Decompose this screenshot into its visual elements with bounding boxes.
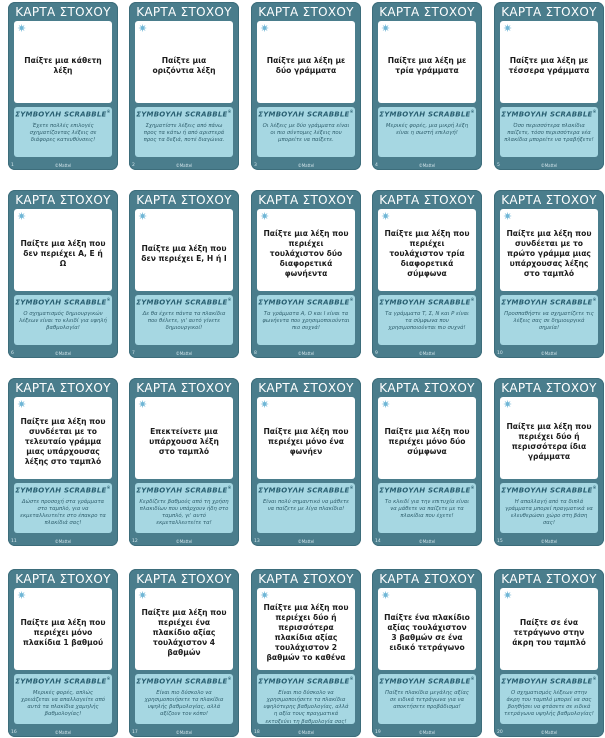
- card-brand: ©Mattel: [418, 351, 436, 356]
- tip-text: Τα γράμματα Τ, Σ, Ν και Ρ είναι τα σύμφωνα που χρησιμοποιούνται πιο συχνά!: [385, 311, 469, 332]
- scrabble-tip-box: [135, 483, 233, 533]
- objective-panel: [257, 588, 355, 670]
- registered-mark: ®: [349, 485, 354, 490]
- objective-text: Παίξτε μια λέξη που περιέχει τουλάχιστον τρία διαφορετικά σύμφωνα: [384, 229, 470, 278]
- card-title: ΚΑΡΤΑ ΣΤΟΧΟΥ: [379, 572, 475, 586]
- snowflake-star-icon: ✷: [260, 589, 270, 602]
- tip-title-text: ΣΥΜΒΟΥΛΗ SCRABBLE: [258, 110, 350, 119]
- card-brand: ©Mattel: [54, 730, 72, 735]
- card-brand: ©Mattel: [540, 351, 558, 356]
- registered-mark: ®: [106, 109, 111, 114]
- card-title: ΚΑΡΤΑ ΣΤΟΧΟΥ: [15, 5, 111, 19]
- card-brand: ©Mattel: [175, 351, 193, 356]
- scrabble-tip-box: [257, 674, 355, 724]
- scrabble-tip-box: [135, 107, 233, 157]
- objective-card-20: [494, 569, 604, 737]
- scrabble-tip-box: [135, 674, 233, 724]
- objective-card-2: [129, 2, 239, 170]
- tip-title-text: ΣΥΜΒΟΥΛΗ SCRABBLE: [15, 298, 107, 307]
- tip-text: Δώστε προσοχή στα γράμματα στο ταμπλό, για να εκμεταλλευτείτε στο έπακρο τα πλακίδιά σας!: [20, 499, 106, 527]
- snowflake-star-icon: ✷: [381, 22, 391, 35]
- scrabble-tip-box: [500, 483, 598, 533]
- registered-mark: ®: [106, 485, 111, 490]
- registered-mark: ®: [106, 297, 111, 302]
- registered-mark: ®: [227, 485, 232, 490]
- card-brand: ©Mattel: [54, 163, 72, 168]
- card-number: 19: [375, 730, 381, 735]
- tip-title: [257, 485, 355, 494]
- snowflake-star-icon: ✷: [17, 22, 27, 35]
- card-brand: ©Mattel: [297, 730, 315, 735]
- tip-text: Είναι πιο δύσκολο να χρησιμοποιήσετε τα πλακίδια υψηλότερης βαθμολογίας, αλλά η αξία τους πραγματικά εκτοξεύει τη βαθμολογία σας!: [263, 690, 349, 725]
- objective-panel: [378, 397, 476, 479]
- registered-mark: ®: [592, 485, 597, 490]
- tip-title-text: ΣΥΜΒΟΥΛΗ SCRABBLE: [136, 677, 228, 686]
- tip-title-text: ΣΥΜΒΟΥΛΗ SCRABBLE: [258, 298, 350, 307]
- tip-title-text: ΣΥΜΒΟΥΛΗ SCRABBLE: [379, 110, 471, 119]
- snowflake-star-icon: ✷: [138, 589, 148, 602]
- card-brand: ©Mattel: [175, 730, 193, 735]
- objective-text: Παίξτε μια λέξη που συνδέεται με το τελευταίο γράμμα μιας υπάρχουσας λέξης στο ταμπλό: [20, 417, 106, 466]
- card-title: ΚΑΡΤΑ ΣΤΟΧΟΥ: [258, 193, 354, 207]
- card-number: 20: [497, 730, 503, 735]
- objective-text: Επεκτείνετε μια υπάρχουσα λέξη στο ταμπλό: [149, 427, 219, 456]
- objective-card-17: [129, 569, 239, 737]
- tip-title: [14, 485, 112, 494]
- scrabble-tip-box: [500, 674, 598, 724]
- tip-text: Έχετε πολλές επιλογές σχηματίζοντας λέξεις σε διάφορες κατευθύνσεις!: [29, 123, 97, 144]
- tip-text: Προσπαθήστε να σχηματίζετε τις λέξεις σας σε δημιουργικά σημεία!: [504, 311, 594, 332]
- tip-title: [378, 485, 476, 494]
- card-number: 18: [254, 730, 260, 735]
- tip-title: [135, 485, 233, 494]
- objective-panel: [378, 588, 476, 670]
- registered-mark: ®: [349, 109, 354, 114]
- objective-card-13: [251, 378, 361, 546]
- registered-mark: ®: [349, 297, 354, 302]
- card-title: ΚΑΡΤΑ ΣΤΟΧΟΥ: [258, 381, 354, 395]
- snowflake-star-icon: ✷: [381, 398, 391, 411]
- card-number: 17: [132, 730, 138, 735]
- card-number: 7: [132, 351, 135, 356]
- objective-text: Παίξτε μια λέξη που περιέχει μόνο ένα φωνήεν: [263, 427, 349, 456]
- objective-text: Παίξτε μια λέξη που δεν περιέχει Ε, Η ή Ι: [141, 244, 227, 263]
- card-title: ΚΑΡΤΑ ΣΤΟΧΟΥ: [136, 193, 232, 207]
- tip-title-text: ΣΥΜΒΟΥΛΗ SCRABBLE: [258, 486, 350, 495]
- tip-title: [14, 297, 112, 306]
- objective-text: Παίξτε σε ένα τετράγωνο στην άκρη του ταμπλό: [512, 618, 586, 647]
- card-brand: ©Mattel: [418, 163, 436, 168]
- registered-mark: ®: [227, 109, 232, 114]
- tip-title: [500, 297, 598, 306]
- objective-text: Παίξτε μια οριζόντια λέξη: [152, 56, 216, 75]
- objective-text: Παίξτε μια λέξη με τρία γράμματα: [387, 56, 467, 75]
- registered-mark: ®: [470, 485, 475, 490]
- tip-title: [14, 676, 112, 685]
- snowflake-star-icon: ✷: [503, 210, 513, 223]
- objective-text: Παίξτε μια κάθετη λέξη: [24, 56, 102, 75]
- objective-panel: [14, 588, 112, 670]
- snowflake-star-icon: ✷: [138, 210, 148, 223]
- card-number: 4: [375, 163, 378, 168]
- snowflake-star-icon: ✷: [381, 210, 391, 223]
- card-brand: ©Mattel: [418, 730, 436, 735]
- card-title: ΚΑΡΤΑ ΣΤΟΧΟΥ: [15, 572, 111, 586]
- card-title: ΚΑΡΤΑ ΣΤΟΧΟΥ: [501, 193, 597, 207]
- tip-text: Οι λέξεις με δύο γράμματα είναι οι πιο σύντομες λέξεις που μπορείτε να παίξετε.: [262, 123, 350, 144]
- tip-title: [500, 676, 598, 685]
- objective-panel: [257, 209, 355, 291]
- objective-text: Παίξτε μια λέξη που περιέχει ένα πλακίδιο αξίας τουλάχιστον 4 βαθμών: [141, 608, 227, 657]
- card-brand: ©Mattel: [54, 351, 72, 356]
- tip-title: [257, 297, 355, 306]
- objective-text: Παίξτε μια λέξη που συνδέεται με το πρώτο γράμμα μιας υπάρχουσας λέξης στο ταμπλό: [506, 229, 592, 278]
- tip-text: Τα γράμματα Α, Ο και Ι είναι τα φωνήεντα που χρησιμοποιούνται πιο συχνά!: [262, 311, 350, 332]
- scrabble-tip-box: [14, 483, 112, 533]
- scrabble-tip-box: [378, 674, 476, 724]
- objective-panel: [500, 588, 598, 670]
- tip-title-text: ΣΥΜΒΟΥΛΗ SCRABBLE: [258, 677, 350, 686]
- registered-mark: ®: [106, 676, 111, 681]
- tip-title: [257, 109, 355, 118]
- card-title: ΚΑΡΤΑ ΣΤΟΧΟΥ: [501, 381, 597, 395]
- snowflake-star-icon: ✷: [503, 398, 513, 411]
- card-brand: ©Mattel: [540, 163, 558, 168]
- objective-panel: [135, 21, 233, 103]
- card-number: 13: [254, 539, 260, 544]
- tip-title: [378, 109, 476, 118]
- tip-title-text: ΣΥΜΒΟΥΛΗ SCRABBLE: [379, 677, 471, 686]
- objective-card-10: [494, 190, 604, 358]
- scrabble-tip-box: [257, 483, 355, 533]
- card-brand: ©Mattel: [418, 539, 436, 544]
- objective-card-9: [372, 190, 482, 358]
- tip-title: [135, 109, 233, 118]
- tip-text: Είναι πιο δύσκολο να χρησιμοποιήσετε τα πλακίδια υψηλής βαθμολογίας, αλλά αξίζουν τον κόπο!: [144, 690, 224, 718]
- tip-title: [378, 297, 476, 306]
- card-title: ΚΑΡΤΑ ΣΤΟΧΟΥ: [258, 5, 354, 19]
- scrabble-tip-box: [257, 295, 355, 345]
- snowflake-star-icon: ✷: [260, 398, 270, 411]
- tip-title-text: ΣΥΜΒΟΥΛΗ SCRABBLE: [136, 110, 228, 119]
- tip-title-text: ΣΥΜΒΟΥΛΗ SCRABBLE: [15, 677, 107, 686]
- objective-panel: [135, 588, 233, 670]
- tip-text: Το κλειδί για την επιτυχία είναι να μάθετε να παίζετε με τα πλακίδια που έχετε!: [384, 499, 470, 520]
- card-title: ΚΑΡΤΑ ΣΤΟΧΟΥ: [379, 5, 475, 19]
- tip-text: Η απαλλαγή από τα διπλά γράμματα μπορεί πραγματικά να ελευθερώσει χώρο στη βάση σας!: [505, 499, 593, 527]
- tip-title: [378, 676, 476, 685]
- card-brand: ©Mattel: [297, 351, 315, 356]
- snowflake-star-icon: ✷: [503, 589, 513, 602]
- objective-card-18: [251, 569, 361, 737]
- card-number: 6: [11, 351, 14, 356]
- snowflake-star-icon: ✷: [138, 22, 148, 35]
- objective-panel: [135, 209, 233, 291]
- card-number: 12: [132, 539, 138, 544]
- card-brand: ©Mattel: [540, 730, 558, 735]
- card-number: 14: [375, 539, 381, 544]
- objective-text: Παίξτε μια λέξη που δεν περιέχει Α, Ε ή Ω: [20, 239, 106, 268]
- objective-panel: [257, 21, 355, 103]
- snowflake-star-icon: ✷: [17, 589, 27, 602]
- tip-title: [257, 676, 355, 685]
- tip-text: Δε θα έχετε πάντα τα πλακίδια που θέλετε, γι' αυτό γίνετε δημιουργικοί!: [142, 311, 226, 332]
- card-title: ΚΑΡΤΑ ΣΤΟΧΟΥ: [258, 572, 354, 586]
- tip-text: Ο σχηματισμός λέξεων στην άκρη του ταμπλό μπορεί να σας βοηθήσει να φτάσετε σε ειδικά τετράγωνα υψηλής βαθμολογίας!: [504, 690, 594, 718]
- tip-title-text: ΣΥΜΒΟΥΛΗ SCRABBLE: [501, 677, 593, 686]
- card-title: ΚΑΡΤΑ ΣΤΟΧΟΥ: [136, 381, 232, 395]
- card-number: 3: [254, 163, 257, 168]
- objective-text: Παίξτε μια λέξη με τέσσερα γράμματα: [508, 56, 590, 75]
- tip-text: Όσο περισσότερα πλακίδια παίζετε, τόσο περισσότερα νέα πλακίδια μπορείτε να τραβήξετε!: [504, 123, 594, 144]
- tip-title: [14, 109, 112, 118]
- tip-text: Κερδίζετε βαθμούς από τη χρήση πλακιδίων που υπάρχουν ήδη στο ταμπλό, γι' αυτό εκμεταλλευτείτε τα!: [139, 499, 229, 527]
- objective-card-1: [8, 2, 118, 170]
- card-number: 16: [11, 730, 17, 735]
- objective-panel: [378, 21, 476, 103]
- objective-card-19: [372, 569, 482, 737]
- objective-card-15: [494, 378, 604, 546]
- snowflake-star-icon: ✷: [260, 210, 270, 223]
- card-title: ΚΑΡΤΑ ΣΤΟΧΟΥ: [501, 5, 597, 19]
- scrabble-tip-box: [14, 674, 112, 724]
- tip-title: [135, 297, 233, 306]
- card-brand: ©Mattel: [175, 163, 193, 168]
- objective-text: Παίξτε μια λέξη που περιέχει δύο ή περισσότερα πλακίδια αξίας τουλάχιστον 2 βαθμών το καθένα: [263, 603, 349, 662]
- tip-title-text: ΣΥΜΒΟΥΛΗ SCRABBLE: [501, 486, 593, 495]
- registered-mark: ®: [592, 109, 597, 114]
- objective-text: Παίξτε μια λέξη που περιέχει μόνο πλακίδια 1 βαθμού: [20, 618, 106, 647]
- tip-title-text: ΣΥΜΒΟΥΛΗ SCRABBLE: [501, 298, 593, 307]
- card-brand: ©Mattel: [540, 539, 558, 544]
- objective-card-4: [372, 2, 482, 170]
- card-title: ΚΑΡΤΑ ΣΤΟΧΟΥ: [15, 381, 111, 395]
- card-brand: ©Mattel: [175, 539, 193, 544]
- objective-panel: [500, 397, 598, 479]
- objective-panel: [14, 397, 112, 479]
- registered-mark: ®: [470, 297, 475, 302]
- tip-title: [135, 676, 233, 685]
- objective-panel: [14, 21, 112, 103]
- tip-title-text: ΣΥΜΒΟΥΛΗ SCRABBLE: [379, 486, 471, 495]
- tip-title-text: ΣΥΜΒΟΥΛΗ SCRABBLE: [15, 110, 107, 119]
- card-number: 9: [375, 351, 378, 356]
- scrabble-tip-box: [14, 107, 112, 157]
- objective-panel: [500, 21, 598, 103]
- tip-text: Παίξτε πλακίδια μεγάλης αξίας σε ειδικά τετράγωνα για να αποκτήσετε προβάδισμα!: [385, 690, 469, 711]
- scrabble-tip-box: [500, 295, 598, 345]
- card-number: 5: [497, 163, 500, 168]
- registered-mark: ®: [349, 676, 354, 681]
- objective-text: Παίξτε μια λέξη που περιέχει τουλάχιστον δύο διαφορετικά φωνήεντα: [263, 229, 349, 278]
- tip-title-text: ΣΥΜΒΟΥΛΗ SCRABBLE: [501, 110, 593, 119]
- snowflake-star-icon: ✷: [138, 398, 148, 411]
- registered-mark: ®: [592, 297, 597, 302]
- scrabble-tip-box: [378, 107, 476, 157]
- card-title: ΚΑΡΤΑ ΣΤΟΧΟΥ: [15, 193, 111, 207]
- scrabble-tip-box: [378, 483, 476, 533]
- scrabble-tip-box: [135, 295, 233, 345]
- objective-text: Παίξτε μια λέξη που περιέχει μόνο δύο σύμφωνα: [384, 427, 470, 456]
- registered-mark: ®: [592, 676, 597, 681]
- objective-card-3: [251, 2, 361, 170]
- card-title: ΚΑΡΤΑ ΣΤΟΧΟΥ: [501, 572, 597, 586]
- objective-panel: [257, 397, 355, 479]
- tip-title: [500, 485, 598, 494]
- objective-card-16: [8, 569, 118, 737]
- tip-title-text: ΣΥΜΒΟΥΛΗ SCRABBLE: [379, 298, 471, 307]
- objective-card-7: [129, 190, 239, 358]
- tip-text: Μερικές φορές, μια μικρή λέξη είναι η σωστή επιλογή!: [385, 123, 469, 137]
- objective-panel: [135, 397, 233, 479]
- card-number: 2: [132, 163, 135, 168]
- snowflake-star-icon: ✷: [381, 589, 391, 602]
- objective-panel: [500, 209, 598, 291]
- registered-mark: ®: [470, 109, 475, 114]
- objective-card-6: [8, 190, 118, 358]
- tip-title-text: ΣΥΜΒΟΥΛΗ SCRABBLE: [15, 486, 107, 495]
- objective-card-11: [8, 378, 118, 546]
- card-number: 11: [11, 539, 17, 544]
- registered-mark: ®: [470, 676, 475, 681]
- snowflake-star-icon: ✷: [503, 22, 513, 35]
- scrabble-tip-box: [500, 107, 598, 157]
- objective-card-8: [251, 190, 361, 358]
- card-number: 10: [497, 351, 503, 356]
- objective-panel: [378, 209, 476, 291]
- objective-text: Παίξτε ένα πλακίδιο αξίας τουλάχιστον 3 βαθμών σε ένα ειδικό τετράγωνο: [384, 613, 470, 652]
- tip-text: Είναι πολύ σημαντικό να μάθετε να παίζετε με λίγα πλακίδια!: [262, 499, 350, 513]
- objective-card-14: [372, 378, 482, 546]
- objective-text: Παίξτε μια λέξη με δύο γράμματα: [266, 56, 346, 75]
- tip-title: [500, 109, 598, 118]
- registered-mark: ®: [227, 676, 232, 681]
- card-brand: ©Mattel: [297, 163, 315, 168]
- card-title: ΚΑΡΤΑ ΣΤΟΧΟΥ: [379, 193, 475, 207]
- scrabble-tip-box: [14, 295, 112, 345]
- card-title: ΚΑΡΤΑ ΣΤΟΧΟΥ: [136, 572, 232, 586]
- scrabble-tip-box: [378, 295, 476, 345]
- tip-text: Ο σχηματισμός δημιουργικών λέξεων είναι το κλειδί για υψηλή βαθμολογία!: [19, 311, 107, 332]
- objective-card-12: [129, 378, 239, 546]
- snowflake-star-icon: ✷: [260, 22, 270, 35]
- registered-mark: ®: [227, 297, 232, 302]
- snowflake-star-icon: ✷: [17, 398, 27, 411]
- tip-text: Μερικές φορές, απλώς χρειάζεται να απαλλαγείτε από αυτά τα πλακίδια χαμηλής βαθμολογίας!: [20, 690, 106, 718]
- tip-title-text: ΣΥΜΒΟΥΛΗ SCRABBLE: [136, 486, 228, 495]
- objective-card-5: [494, 2, 604, 170]
- card-title: ΚΑΡΤΑ ΣΤΟΧΟΥ: [379, 381, 475, 395]
- card-number: 1: [11, 163, 14, 168]
- card-brand: ©Mattel: [54, 539, 72, 544]
- tip-text: Σχηματίστε λέξεις από πάνω προς τα κάτω ή από αριστερά προς τα δεξιά, ποτέ διαγώνια.: [143, 123, 225, 144]
- scrabble-tip-box: [257, 107, 355, 157]
- card-title: ΚΑΡΤΑ ΣΤΟΧΟΥ: [136, 5, 232, 19]
- snowflake-star-icon: ✷: [17, 210, 27, 223]
- card-number: 8: [254, 351, 257, 356]
- card-brand: ©Mattel: [297, 539, 315, 544]
- objective-panel: [14, 209, 112, 291]
- card-number: 15: [497, 539, 503, 544]
- objective-text: Παίξτε μια λέξη που περιέχει δύο ή περισσότερα ίδια γράμματα: [506, 422, 592, 461]
- tip-title-text: ΣΥΜΒΟΥΛΗ SCRABBLE: [136, 298, 228, 307]
